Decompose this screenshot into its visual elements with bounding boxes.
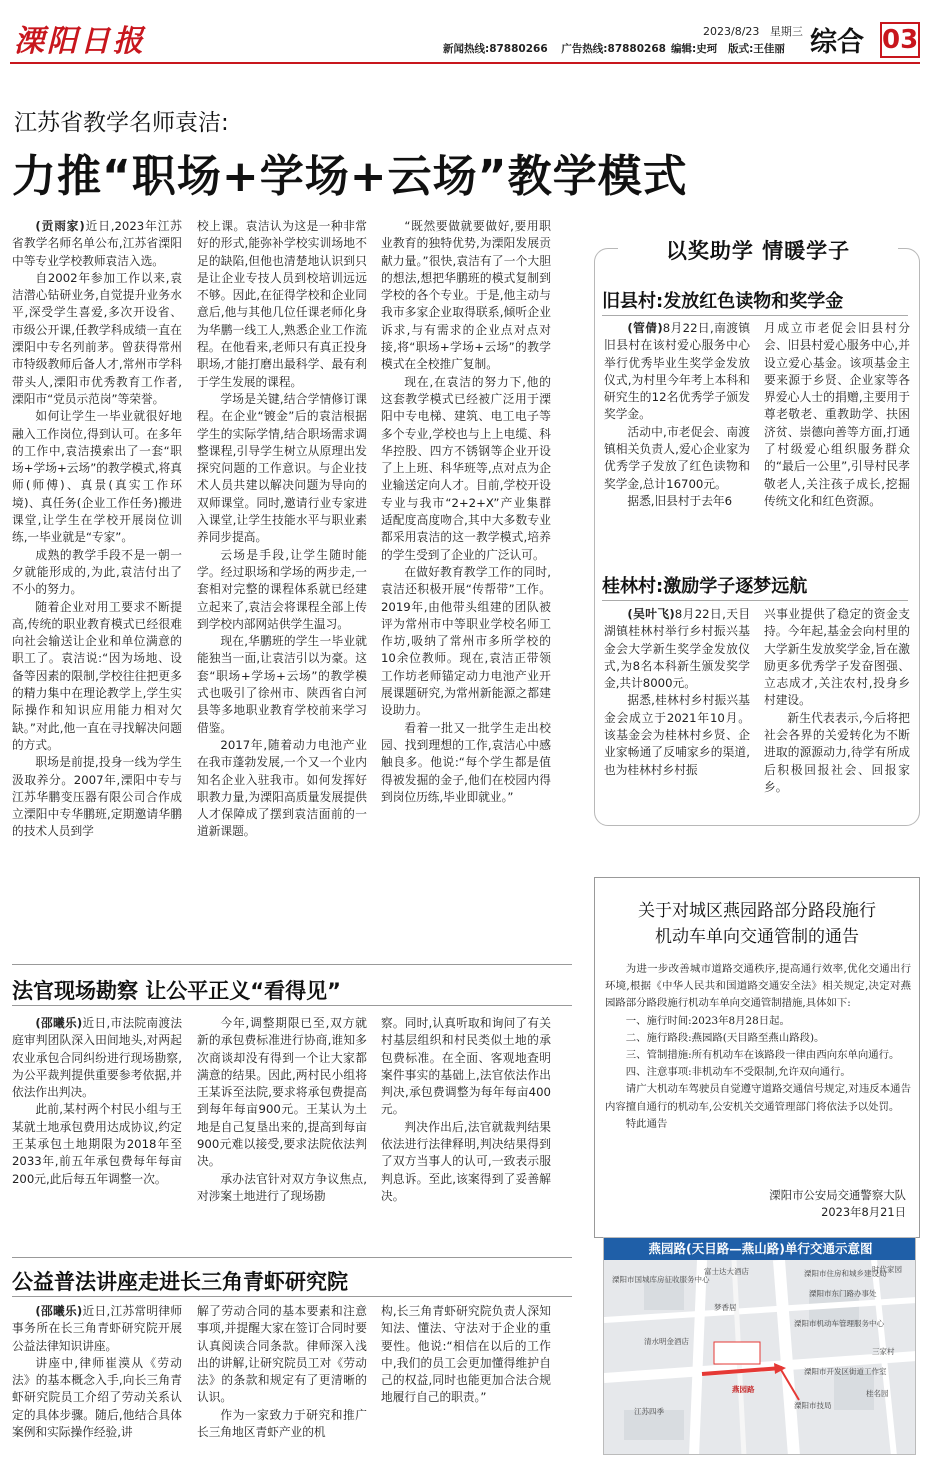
story-paragraph: 活动中,市老促会、南渡镇相关负责人,爱心企业家为优秀学子发放了红色读物和奖学金,总计16700元。 — [604, 424, 750, 491]
map-label: 溧阳市国城库房征收服务中心 — [612, 1275, 710, 1284]
notice-paragraph: 三、管制措施:所有机动车在该路段一律由西向东单向通行。 — [625, 1049, 900, 1062]
story2-column-1 — [604, 606, 750, 816]
notice-title — [604, 898, 910, 950]
map-label: 清水明金酒店 — [644, 1337, 689, 1346]
map-label: 溧阳市技局 — [794, 1401, 832, 1410]
scholarship-box-title: 以奖助学 情暖学子 — [618, 235, 898, 265]
court-column-2 — [197, 1015, 367, 1235]
lead-paragraph: 2017年,随着动力电池产业在我市蓬勃发展,一个又一个业内知名企业入驻我市。如何发挥好职教力量,为溧阳高质量发展提供人才保障成了摆到袁洁面前的一道新课题。 — [197, 737, 367, 839]
court-column-3 — [381, 1015, 551, 1235]
map-callout — [714, 1342, 760, 1364]
map-label: 梦香居 — [714, 1303, 737, 1312]
byline: (邵曦乐) — [35, 1016, 83, 1030]
story-paragraph: (管倩)8月22日,南渡镇旧县村在该村爱心服务中心举行优秀毕业生奖学金发放仪式,为村里今年考上本科和研究生的12名优秀学子颁发奖学金。 — [604, 321, 750, 422]
story1-column-1 — [604, 320, 750, 550]
lead-paragraph: 看着一批又一批学生走出校园、找到理想的工作,袁洁心中感触良多。他说:“每个学生都是值得被发掘的金子,他们在校园内得到岗位历练,毕业即就业。” — [381, 720, 551, 804]
story1-title: 旧县村:发放红色读物和奖学金 — [602, 291, 844, 312]
court-top-rule — [12, 964, 572, 965]
lecture-paragraph: 解了劳动合同的基本要素和注意事项,并提醒大家在签订合同时要认真阅读合同条款。律师深入浅出的讲解,让研究院员工对《劳动法》的条款和规定有了更清晰的认识。 — [197, 1304, 367, 1405]
byline: (吴叶飞) — [627, 607, 675, 621]
byline: (邵曦乐) — [35, 1304, 83, 1318]
lecture-title-rule — [12, 1296, 572, 1297]
story-paragraph: (吴叶飞)8月22日,天目湖镇桂林村举行乡村振兴基金会大学新生奖学金发放仪式,为8名本科新生颁发奖学金,共计8000元。 — [604, 607, 750, 691]
court-title-rule — [12, 1005, 572, 1006]
story-paragraph: 新生代表表示,今后将把社会各界的关爱转化为不断进取的源源动力,待学有所成后积极回报社会、回报家乡。 — [764, 710, 910, 794]
lecture-paragraph: 构,长三角青虾研究院负责人深知知法、懂法、守法对于企业的重要性。他说:“相信在以后的工作中,我们的员工会更加懂得维护自己的权益,同时也能更加合法合规地履行自己的职责。” — [381, 1304, 551, 1405]
lead-paragraph: 现在,在袁洁的努力下,他的这套教学模式已经被广泛用于溧阳中专电梯、建筑、电工电子等多个专业,学校也与上上电缆、科华控股、四方不锈钢等企业开设了上上班、科华班等,点对点为企业输送定向人才。目前,学校开设专业与我市“2+2+X”产业集群适配度高度吻合,其中大多数专业都采用袁洁的这一教学模式,培养的学生受到了企业的广泛认可。 — [381, 374, 551, 562]
map-label: 溧阳市开发区街道工作室 — [804, 1367, 887, 1376]
notice-date: 2023年8月21日 — [821, 1205, 906, 1219]
lead-column-1 — [12, 218, 182, 918]
court-title: 法官现场勘察 让公平正义“看得见” — [12, 979, 341, 1003]
map-label: 溧阳市机动车管理服务中心 — [794, 1319, 884, 1328]
story-paragraph: 据悉,旧县村于去年6 — [627, 493, 733, 508]
traffic-map — [603, 1237, 916, 1455]
lead-headline: 力推“职场+学场+云场”教学模式 — [12, 151, 688, 202]
notice-title-line: 机动车单向交通管制的通告 — [655, 927, 859, 947]
news-hotline: 新闻热线:87880266 — [443, 43, 548, 55]
masthead-rule — [10, 62, 920, 64]
notice-paragraph: 特此通告 — [625, 1117, 668, 1130]
map-title: 燕园路(天目路—燕山路)单行交通示意图 — [604, 1238, 916, 1260]
lead-paragraph: 云场是手段,让学生随时能学。经过职场和学场的两步走,一套相对完整的课程体系就已经建立起来了,袁洁会将课程全部上传到学校内部网站供学生温习。 — [197, 547, 367, 631]
court-paragraph: 今年,调整期限已至,双方就新的承包费标准进行协商,谁知多次商谈却没有得到一个让大家都满意的结果。因此,两村民小组将王某诉至法院,要求将承包费提高到每年每亩900元。王某认为土地是自己复垦出来的,提高到每亩900元难以接受,要求法院依法判决。 — [197, 1016, 367, 1169]
court-paragraph: 此前,某村两个村民小组与王某就土地承包费用达成协议,约定王某承包土地期限为2018年至2033年,前五年承包费每年每亩200元,此后每五年调整一次。 — [12, 1102, 182, 1186]
notice-paragraph: 二、施行路段:燕园路(天目路至燕山路段)。 — [625, 1031, 825, 1044]
lecture-title: 公益普法讲座走进长三角青虾研究院 — [12, 1270, 348, 1294]
story1-rule — [602, 315, 908, 316]
court-column-1 — [12, 1015, 182, 1235]
issue-date: 2023/8/23 — [703, 25, 760, 38]
lead-column-2 — [197, 218, 367, 918]
story-paragraph: 月成立市老促会旧县村分会、旧县村爱心服务中心,并设立爱心基金。该项基金主要来源于乡贤、企业家等各界爱心人士的捐赠,主要用于尊老敬老、重教助学、扶困济贫、崇德向善等方面,打通了村级爱心组织服务群众的“最后一公里”,引导村民孝敬老人,关注孩子成长,挖掘传统文化和红色资源。 — [764, 321, 910, 508]
story2-rule — [602, 600, 908, 601]
lead-paragraph: 校上课。袁洁认为这是一种非常好的形式,能弥补学校实训场地不足的缺陷,但他也清楚地认识到只是让企业专技人员到校培训远远不够。因此,在征得学校和企业同意后,他与其他几位任课老师化身为华鹏一线工人,熟悉企业工作流程。在他看来,老师只有真正投身职场,才能打磨出最科学、最有利于学生发展的课程。 — [197, 219, 367, 389]
lead-kicker: 江苏省教学名师袁洁: — [14, 110, 229, 136]
lead-paragraph: 成熟的教学手段不是一朝一夕就能形成的,为此,袁洁付出了不小的努力。 — [12, 547, 182, 597]
editor-credits — [671, 41, 785, 56]
map-label: 时代家园 — [872, 1265, 902, 1274]
designer: 版式:王佳丽 — [728, 43, 785, 55]
notice-paragraph: 一、施行时间:2023年8月28日起。 — [625, 1014, 790, 1027]
notice-paragraph: 为进一步改善城市道路交通秩序,提高通行效率,优化交通出行环境,根据《中华人民共和国道路交通安全法》相关规定,决定对燕园路部分路段施行机动车单向交通管制措施,具体如下: — [605, 963, 911, 1010]
ad-hotline: 广告热线:87880268 — [561, 43, 666, 55]
section-name: 综合 — [810, 27, 864, 58]
story2-title: 桂林村:激励学子逐梦远航 — [602, 576, 808, 597]
lecture-paragraph: (邵曦乐)近日,江苏常明律师事务所在长三角青虾研究院开展公益法律知识讲座。 — [12, 1304, 182, 1353]
lead-paragraph: “既然要做就要做好,要用职业教育的独特优势,为溧阳发展贡献力量。”很快,袁洁有了一个大胆的想法,想把华鹏班的模式复制到学校的各个专业。于是,他主动与我市多家企业取得联系,倾听企业诉求,与有需求的企业点对点对接,将“职场+学场+云场”的教学模式在全校推广复制。 — [381, 219, 551, 372]
lead-paragraph: 如何让学生一毕业就很好地融入工作岗位,得到认可。在多年的工作中,袁洁摸索出了一套“职场+学场+云场”的教学模式,将真师(师傅)、真景(真实工作环境)、真任务(企业工作任务)搬进课堂,让学生在学校开展岗位训练,一毕业就是“专家”。 — [12, 409, 182, 545]
lead-paragraph: (贡雨家)近日,2023年江苏省教学名师名单公布,江苏省溧阳中等专业学校教师袁洁入选。 — [12, 219, 182, 268]
story1-column-2 — [764, 320, 910, 550]
map-label: 江苏四季 — [634, 1407, 664, 1416]
lead-paragraph: 职场是前提,投身一线为学生汲取养分。2007年,溧阳中专与江苏华鹏变压器有限公司合作成立溧阳中专华鹏班,定期邀请华鹏的技术人员到学 — [12, 755, 182, 839]
lead-paragraph: 在做好教育教学工作的同时,袁洁还积极开展“传帮带”工作。2019年,由他带头组建的团队被评为常州市中等职业学校名师工作坊,吸纳了常州市多所学校的10余位教师。现在,袁洁正带领工作坊老师锚定动力电池产业开展课题研究,为常州新能源之都建设助力。 — [381, 564, 551, 718]
notice-body — [605, 961, 911, 1133]
editor: 编辑:史珂 — [671, 43, 718, 55]
court-paragraph: (邵曦乐)近日,市法院南渡法庭审判团队深入田间地头,对两起农业承包合同纠纷进行现场勘察,为公平裁判提供重要参考依据,并依法作出判决。 — [12, 1016, 182, 1100]
lead-paragraph: 现在,华鹏班的学生一毕业就能独当一面,让袁洁引以为豪。这套“职场+学场+云场”的教学模式也吸引了徐州市、陕西省白河县等多地职业教育学校前来学习借鉴。 — [197, 634, 367, 735]
map-label: 燕园路 — [732, 1385, 755, 1394]
map-label: 溧阳市东门路办事处 — [809, 1289, 877, 1298]
masthead — [0, 0, 929, 64]
lecture-column-2 — [197, 1303, 367, 1455]
notice-title-line: 关于对城区燕园路部分路段施行 — [638, 901, 876, 921]
story2-column-2 — [764, 606, 910, 816]
dateline — [703, 23, 803, 39]
lead-column-3 — [381, 218, 551, 918]
notice-issuer: 溧阳市公安局交通警察大队 — [769, 1188, 906, 1202]
lecture-column-3 — [381, 1303, 551, 1455]
lecture-paragraph: 作为一家致力于研究和推广长三角地区青虾产业的机 — [197, 1407, 367, 1440]
paper-logo: 溧阳日报 — [14, 24, 146, 59]
lecture-paragraph: 讲座中,律师崔漠从《劳动法》的基本概念入手,向长三角青虾研究院员工介绍了劳动关系认定的具体步骤。随后,他结合具体案例和实际操作经验,讲 — [12, 1355, 182, 1440]
court-paragraph: 承办法官针对双方争议焦点,对涉案土地进行了现场勘 — [197, 1171, 367, 1203]
map-label: 桂名园 — [866, 1389, 889, 1398]
lead-paragraph: 学场是关键,结合学情修订课程。在企业“镀金”后的袁洁根据学生的实际学情,结合职场需求调整课程,引导学生树立从原理出发探究问题的工作意识。与企业技术人员共建以解决问题为导向的双师课堂。同时,邀请行业专家进入课堂,让学生技能水平与职业素养同步提高。 — [197, 391, 367, 545]
court-paragraph: 判决作出后,法官就裁判结果依法进行法律释明,判决结果得到了双方当事人的认可,一致表示服判息诉。至此,该案得到了妥善解决。 — [381, 1119, 551, 1203]
lead-paragraph: 随着企业对用工要求不断提高,传统的职业教育模式已经很难向社会输送让企业和单位满意的职工了。袁洁说:“因为场地、设备等因素的限制,学校往往把更多的精力集中在理论教学上,学生实际操作和知识应用能力相对欠缺。”对此,他一直在寻找解决问题的方式。 — [12, 599, 182, 752]
notice-paragraph: 四、注意事项:非机动车不受限制,允许双向通行。 — [625, 1066, 851, 1079]
byline: (贡雨家) — [35, 219, 85, 233]
map-label: 三家村 — [872, 1347, 895, 1356]
map-label: 溧阳市住房和城乡建设局 — [804, 1269, 887, 1278]
court-paragraph: 察。同时,认真听取和询问了有关村基层组织和村民类似土地的承包费标准。在全面、客观地查明案件事实的基础上,法官依法作出判决,承包费调整为每年每亩400元。 — [381, 1016, 551, 1117]
notice-signature — [700, 1187, 906, 1221]
lecture-column-1 — [12, 1303, 182, 1455]
story-paragraph: 兴事业提供了稳定的资金支持。今年起,基金会向村里的大学新生发放奖学金,旨在激励更多优秀学子发奋图强、立志成才,关注农村,投身乡村建设。 — [764, 607, 910, 708]
byline: (管倩) — [627, 321, 663, 335]
page-number: 03 — [880, 22, 920, 58]
notice-paragraph: 请广大机动车驾驶员自觉遵守道路交通信号规定,对违反本通告内容擅自通行的机动车,公安机关交通管理部门将依法予以处罚。 — [605, 1083, 911, 1113]
lecture-top-rule — [12, 1257, 572, 1258]
lead-paragraph: 自2002年参加工作以来,袁洁潜心钻研业务,自觉提升业务水平,深受学生喜爱,多次开设省、市级公开课,任教学科成绩一直在溧阳中专名列前茅。曾获得常州市特级教师后备人才,常州市学科带头人,溧阳市优秀教育工作者,溧阳市“党员示范岗”等荣誉。 — [12, 270, 182, 406]
hotlines — [443, 41, 676, 56]
issue-weekday: 星期三 — [769, 25, 803, 38]
story-paragraph: 据悉,桂林村乡村振兴基金会成立于2021年10月。该基金会为桂林村乡贤、企业家畅通了反哺家乡的渠道,也为桂林村乡村振 — [604, 693, 750, 777]
map-label: 富士达大酒店 — [704, 1267, 749, 1276]
